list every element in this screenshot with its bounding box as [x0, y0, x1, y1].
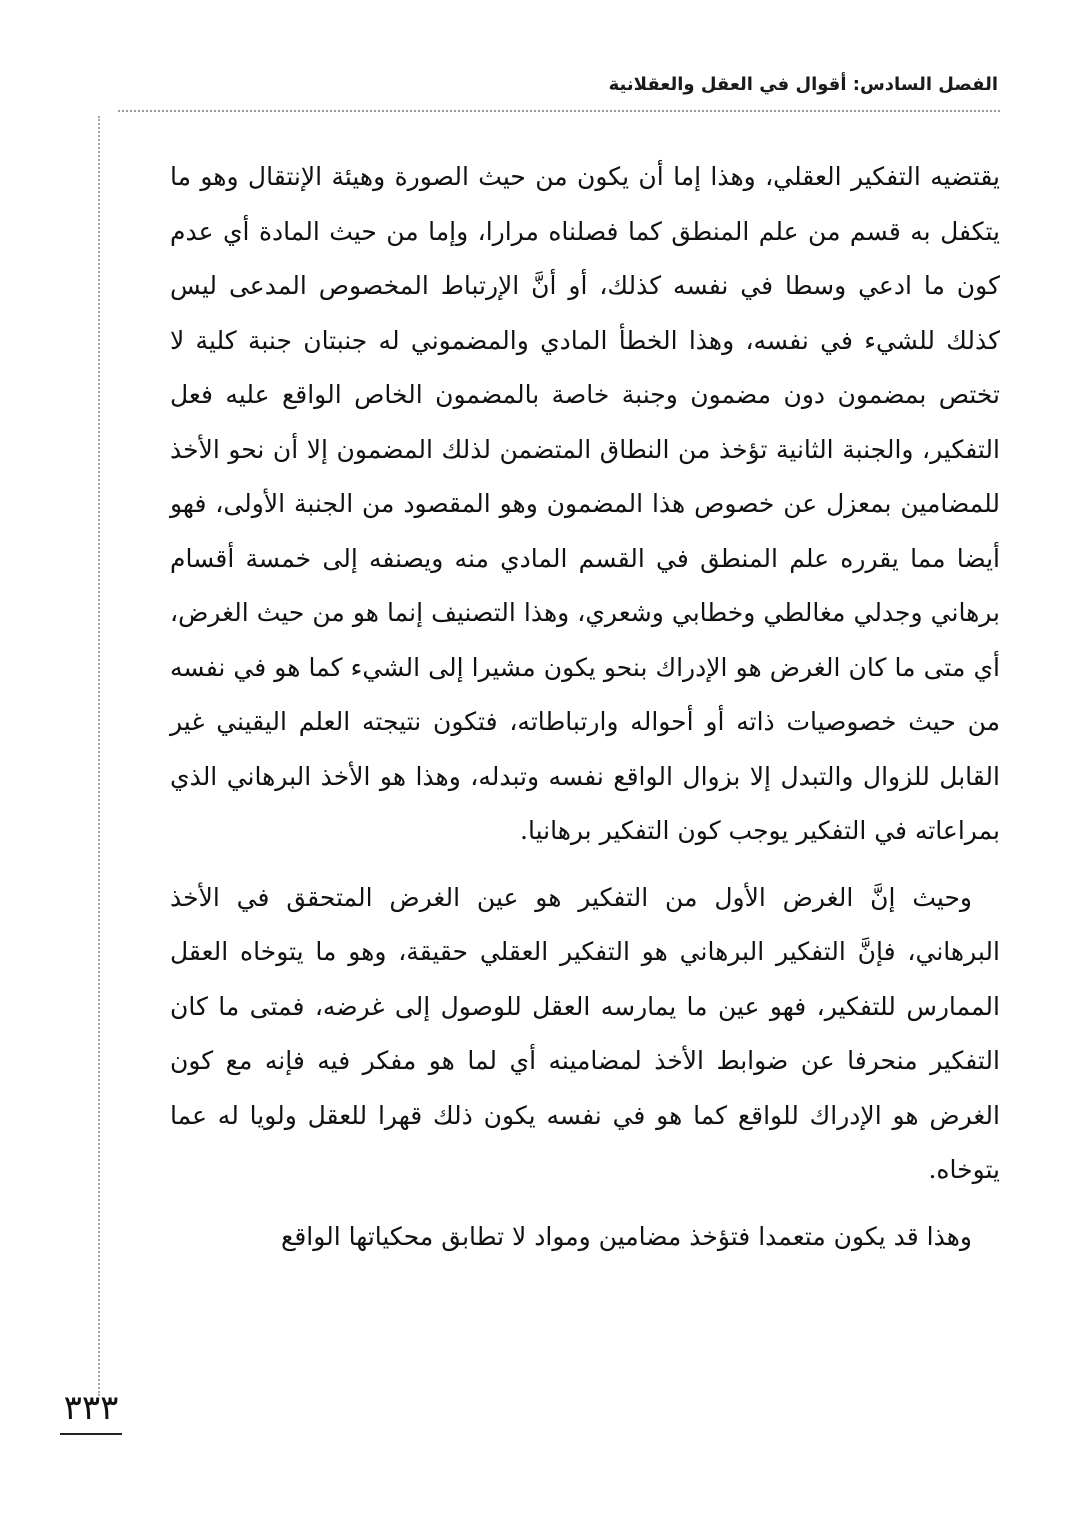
paragraph-2: وحيث إنَّ الغرض الأول من التفكير هو عين الغرض المتحقق في الأخذ البرهاني، فإنَّ التفكير البرهاني هو التفكير العقلي حقيقة، وهو ما يتوخاه العقل الممارس للتفكير، فهو عين ما يمارسه العقل للوصول إلى غرضه، فمتى ما كان التفكير منحرفا عن ضوابط الأخذ لمضامينه أي لما هو مفكر فيه فإنه مع كون الغرض هو الإدراك للواقع كما هو في نفسه يكون ذلك قهرا للعقل ولويا له عما يتوخاه. — [170, 882, 1000, 1184]
paragraph-1: يقتضيه التفكير العقلي، وهذا إما أن يكون من حيث الصورة وهيئة الإنتقال وهو ما يتكفل به قسم من علم المنطق كما فصلناه مرارا، وإما من حيث المادة أي عدم كون ما ادعي وسطا في نفسه كذلك، أو أنَّ الإرتباط المخصوص المدعى ليس كذلك للشيء في نفسه، وهذا الخطأ المادي والمضموني له جنبتان جنبة كلية لا تختص بمضمون دون مضمون وجنبة خاصة بالمضمون الخاص الواقع عليه فعل التفكير، والجنبة الثانية تؤخذ من النطاق المتضمن لذلك المضمون إلا أن نحو الأخذ للمضامين بمعزل عن خصوص هذا المضمون وهو المقصود من الجنبة الأولى، فهو أيضا مما يقرره علم المنطق في القسم المادي منه ويصنفه إلى خمسة أقسام برهاني وجدلي مغالطي وخطابي وشعري، وهذا التصنيف إنما هو من حيث الغرض، أي متى ما كان الغرض هو الإدراك بنحو يكون مشيرا إلى الشيء كما هو في نفسه من حيث خصوصيات ذاته أو أحواله وارتباطاته، فتكون نتيجته العلم اليقيني غير القابل للزوال والتبدل إلا بزوال الواقع نفسه وتبدله، وهذا هو الأخذ البرهاني الذي بمراعاته في التفكير يوجب كون التفكير برهانيا. — [170, 162, 1000, 845]
page-number: ٣٣٣ — [63, 1388, 119, 1428]
paragraph-3: وهذا قد يكون متعمدا فتؤخذ مضامين ومواد لا تطابق محكياتها الواقع — [281, 1221, 972, 1251]
page-number-underline — [60, 1433, 122, 1435]
page-body — [170, 150, 1000, 1264]
header-dotted-rule — [118, 110, 1000, 112]
margin-dotted-rule — [98, 116, 100, 1396]
running-header-title: الفصل السادس: أقوال في العقل والعقلانية — [608, 74, 998, 95]
